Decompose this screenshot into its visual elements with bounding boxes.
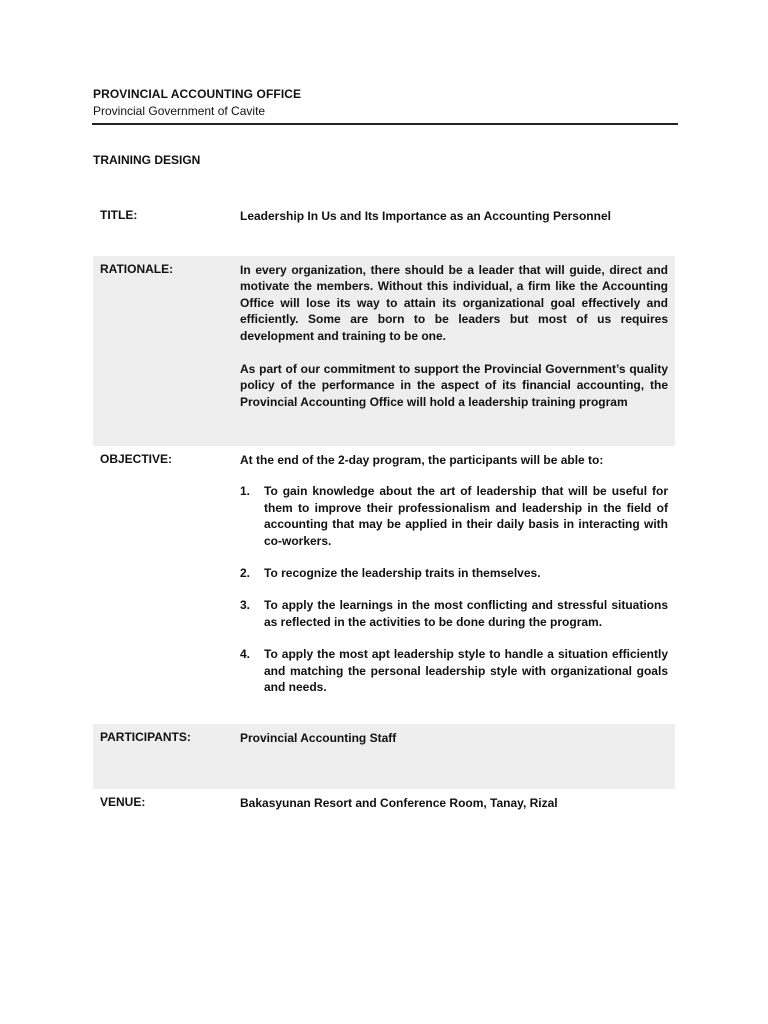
objective-list [240, 483, 668, 695]
objective-item-number: 1. [240, 484, 251, 499]
participants-row [93, 724, 675, 789]
objective-item-number: 2. [240, 566, 251, 581]
org-name: PROVINCIAL ACCOUNTING OFFICE [93, 87, 302, 101]
venue-label: VENUE: [100, 795, 146, 809]
objective-row [93, 446, 675, 724]
title-value: Leadership In Us and Its Importance as an Accounting Personnel [240, 209, 611, 223]
rationale-label: RATIONALE: [100, 262, 174, 276]
objective-item-text: To recognize the leadership traits in themselves. [264, 566, 541, 581]
participants-label: PARTICIPANTS: [100, 730, 191, 744]
objective-item-number: 3. [240, 598, 251, 613]
objective-item [240, 646, 668, 695]
title-row [93, 202, 675, 256]
org-subtitle: Provincial Government of Cavite [93, 104, 266, 118]
rationale-paragraph: In every organization, there should be a leader that will guide, direct and motivate the members. Without this individual, a firm like the Accounting Office will lose its way to attain its organizational goal effectively and efficiently. Some are born to be leaders but most of us requires development and training to be one. [240, 263, 668, 343]
objective-content [240, 452, 668, 695]
objective-intro: At the end of the 2-day program, the participants will be able to: [240, 453, 604, 467]
objective-item [240, 565, 668, 581]
rationale-content [240, 262, 668, 410]
objective-item-text: To apply the most apt leadership style to handle a situation efficiently and matching the personal leadership style with organizational goals and needs. [264, 647, 668, 695]
objective-item [240, 597, 668, 630]
objective-item-text: To gain knowledge about the art of leadership that will be useful for them to improve their professionalism and leadership in the field of accounting that may be applied in their daily basis in interacting with co-workers. [264, 484, 668, 548]
venue-value: Bakasyunan Resort and Conference Room, Tanay, Rizal [240, 796, 558, 810]
title-label: TITLE: [100, 208, 138, 222]
objective-item [240, 483, 668, 549]
document-type-heading: TRAINING DESIGN [93, 153, 201, 167]
header-divider [92, 123, 678, 125]
objective-label: OBJECTIVE: [100, 452, 173, 466]
venue-row [93, 789, 675, 829]
rationale-paragraph: As part of our commitment to support the Provincial Government’s quality policy of the performance in the aspect of its financial accounting, the Provincial Accounting Office will hold a leadership training program [240, 362, 668, 409]
participants-value: Provincial Accounting Staff [240, 731, 397, 745]
objective-item-number: 4. [240, 647, 251, 662]
rationale-row [93, 256, 675, 446]
objective-item-text: To apply the learnings in the most conflicting and stressful situations as reflected in the activities to be done during the program. [264, 598, 668, 629]
